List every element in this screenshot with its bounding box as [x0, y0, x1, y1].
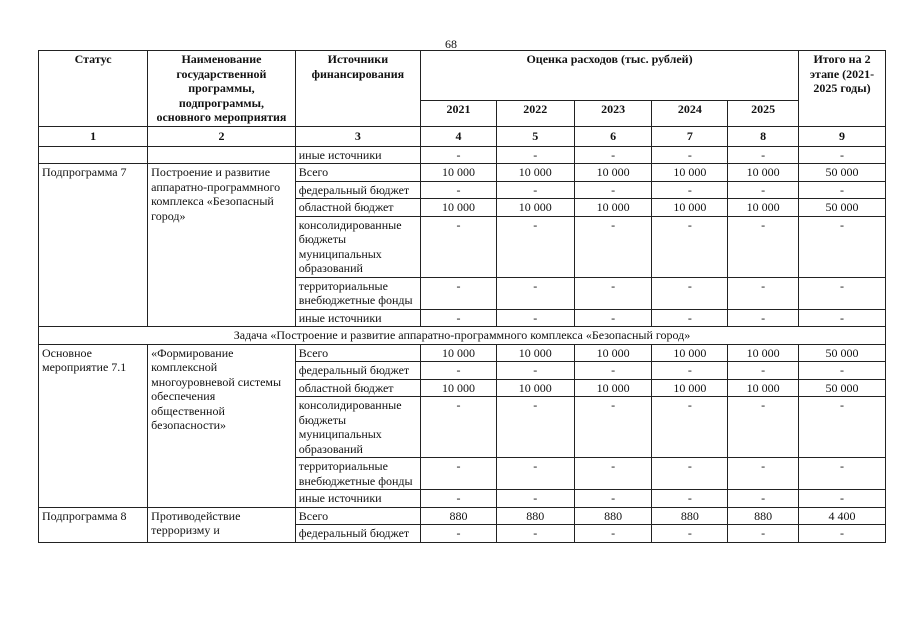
- value-cell: -: [799, 458, 886, 490]
- table-row: [39, 146, 886, 164]
- value-cell: -: [496, 146, 574, 164]
- header-year: 2024: [652, 101, 728, 127]
- column-number: 9: [799, 127, 886, 147]
- header-year: 2023: [574, 101, 652, 127]
- value-cell: 10 000: [496, 344, 574, 362]
- value-cell: 50 000: [799, 199, 886, 217]
- value-cell: -: [652, 216, 728, 277]
- value-cell: 10 000: [728, 199, 799, 217]
- table-row: [39, 164, 886, 182]
- value-cell: 10 000: [574, 344, 652, 362]
- value-cell: -: [799, 277, 886, 309]
- source-cell: территориальные внебюджетные фонды: [295, 458, 420, 490]
- value-cell: -: [574, 146, 652, 164]
- value-cell: 10 000: [421, 199, 497, 217]
- column-number: 1: [39, 127, 148, 147]
- value-cell: -: [496, 277, 574, 309]
- column-number: 6: [574, 127, 652, 147]
- value-cell: -: [799, 181, 886, 199]
- name-cell: [148, 146, 296, 164]
- source-cell: консолидированные бюджеты муниципальных образований: [295, 397, 420, 458]
- value-cell: -: [496, 181, 574, 199]
- value-cell: -: [496, 397, 574, 458]
- value-cell: -: [421, 309, 497, 327]
- value-cell: -: [728, 490, 799, 508]
- header-total: Итого на 2 этапе (2021-2025 годы): [799, 51, 886, 127]
- name-cell: Противодействие терроризму и: [148, 507, 296, 542]
- source-cell: консолидированные бюджеты муниципальных образований: [295, 216, 420, 277]
- column-numbers-row: [39, 127, 886, 147]
- value-cell: 880: [574, 507, 652, 525]
- header-costs: Оценка расходов (тыс. рублей): [421, 51, 799, 101]
- value-cell: 4 400: [799, 507, 886, 525]
- value-cell: -: [728, 362, 799, 380]
- name-cell: «Формирование комплексной многоуровневой системы обеспечения общественной безопасности»: [148, 344, 296, 507]
- value-cell: -: [728, 458, 799, 490]
- source-cell: иные источники: [295, 146, 420, 164]
- value-cell: 50 000: [799, 379, 886, 397]
- value-cell: -: [421, 525, 497, 543]
- source-cell: иные источники: [295, 490, 420, 508]
- header-source: Источники финансирования: [295, 51, 420, 127]
- value-cell: 10 000: [574, 199, 652, 217]
- value-cell: 10 000: [574, 164, 652, 182]
- value-cell: -: [574, 181, 652, 199]
- header-year: 2021: [421, 101, 497, 127]
- column-number: 8: [728, 127, 799, 147]
- source-cell: областной бюджет: [295, 199, 420, 217]
- source-cell: федеральный бюджет: [295, 362, 420, 380]
- table-row: [39, 344, 886, 362]
- value-cell: 10 000: [421, 344, 497, 362]
- header-year: 2025: [728, 101, 799, 127]
- source-cell: Всего: [295, 507, 420, 525]
- value-cell: -: [421, 362, 497, 380]
- value-cell: 10 000: [496, 199, 574, 217]
- value-cell: -: [652, 181, 728, 199]
- value-cell: -: [799, 490, 886, 508]
- task-title: Задача «Построение и развитие аппаратно-программного комплекса «Безопасный город»: [39, 327, 886, 345]
- value-cell: -: [799, 362, 886, 380]
- value-cell: -: [496, 525, 574, 543]
- column-number: 4: [421, 127, 497, 147]
- financing-table: [38, 50, 886, 543]
- value-cell: -: [574, 309, 652, 327]
- value-cell: -: [652, 397, 728, 458]
- value-cell: -: [421, 181, 497, 199]
- value-cell: -: [496, 490, 574, 508]
- value-cell: -: [728, 216, 799, 277]
- source-cell: Всего: [295, 164, 420, 182]
- value-cell: -: [799, 525, 886, 543]
- status-cell: Подпрограмма 7: [39, 164, 148, 327]
- value-cell: 880: [421, 507, 497, 525]
- value-cell: -: [421, 490, 497, 508]
- value-cell: 10 000: [652, 379, 728, 397]
- value-cell: -: [728, 525, 799, 543]
- value-cell: -: [728, 309, 799, 327]
- value-cell: 10 000: [574, 379, 652, 397]
- status-cell: Подпрограмма 8: [39, 507, 148, 542]
- value-cell: 10 000: [728, 344, 799, 362]
- source-cell: Всего: [295, 344, 420, 362]
- value-cell: -: [799, 216, 886, 277]
- value-cell: 10 000: [652, 199, 728, 217]
- value-cell: -: [728, 397, 799, 458]
- source-cell: территориальные внебюджетные фонды: [295, 277, 420, 309]
- value-cell: -: [652, 525, 728, 543]
- value-cell: -: [728, 181, 799, 199]
- status-cell: [39, 146, 148, 164]
- value-cell: 880: [496, 507, 574, 525]
- value-cell: -: [652, 362, 728, 380]
- header-status: Статус: [39, 51, 148, 127]
- value-cell: 10 000: [496, 164, 574, 182]
- value-cell: -: [421, 146, 497, 164]
- value-cell: -: [496, 362, 574, 380]
- source-cell: федеральный бюджет: [295, 525, 420, 543]
- value-cell: -: [421, 216, 497, 277]
- value-cell: -: [652, 490, 728, 508]
- value-cell: -: [799, 146, 886, 164]
- source-cell: иные источники: [295, 309, 420, 327]
- value-cell: -: [652, 146, 728, 164]
- value-cell: 50 000: [799, 164, 886, 182]
- value-cell: -: [574, 525, 652, 543]
- value-cell: -: [652, 309, 728, 327]
- header-year: 2022: [496, 101, 574, 127]
- value-cell: 10 000: [728, 164, 799, 182]
- value-cell: 880: [728, 507, 799, 525]
- table-row: [39, 507, 886, 525]
- column-number: 3: [295, 127, 420, 147]
- value-cell: 10 000: [728, 379, 799, 397]
- value-cell: -: [421, 277, 497, 309]
- value-cell: -: [496, 309, 574, 327]
- header-name: Наименование государственной программы, подпрограммы, основного мероприятия: [148, 51, 296, 127]
- name-cell: Построение и развитие аппаратно-программного комплекса «Безопасный город»: [148, 164, 296, 327]
- source-cell: федеральный бюджет: [295, 181, 420, 199]
- value-cell: 10 000: [496, 379, 574, 397]
- value-cell: -: [728, 146, 799, 164]
- column-number: 7: [652, 127, 728, 147]
- value-cell: -: [574, 490, 652, 508]
- column-number: 5: [496, 127, 574, 147]
- value-cell: -: [799, 309, 886, 327]
- value-cell: 10 000: [652, 344, 728, 362]
- value-cell: -: [421, 397, 497, 458]
- value-cell: -: [421, 458, 497, 490]
- task-row: [39, 327, 886, 345]
- value-cell: -: [496, 458, 574, 490]
- value-cell: -: [496, 216, 574, 277]
- value-cell: -: [652, 277, 728, 309]
- value-cell: -: [574, 362, 652, 380]
- page-number: 68: [445, 37, 457, 51]
- value-cell: -: [728, 277, 799, 309]
- value-cell: -: [574, 216, 652, 277]
- value-cell: -: [574, 458, 652, 490]
- value-cell: 10 000: [421, 164, 497, 182]
- value-cell: -: [574, 397, 652, 458]
- column-number: 2: [148, 127, 296, 147]
- value-cell: 10 000: [652, 164, 728, 182]
- value-cell: -: [574, 277, 652, 309]
- value-cell: 880: [652, 507, 728, 525]
- value-cell: 50 000: [799, 344, 886, 362]
- status-cell: Основное мероприятие 7.1: [39, 344, 148, 507]
- value-cell: -: [652, 458, 728, 490]
- value-cell: -: [799, 397, 886, 458]
- source-cell: областной бюджет: [295, 379, 420, 397]
- value-cell: 10 000: [421, 379, 497, 397]
